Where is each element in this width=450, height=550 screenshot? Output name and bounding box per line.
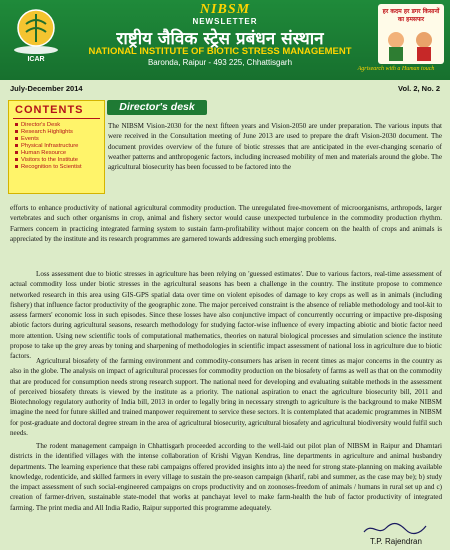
issue-date: July-December 2014 [10, 84, 83, 93]
english-title: NATIONAL INSTITUTE OF BIOTIC STRESS MANAGEMENT [88, 46, 352, 57]
contents-box [8, 100, 105, 194]
icar-logo-text: ICAR [27, 56, 45, 63]
director-signature [360, 520, 430, 538]
contents-item[interactable]: Visitors to the Institute [15, 157, 82, 164]
contents-divider [13, 118, 100, 119]
newsletter-label: NEWSLETTER [192, 17, 258, 26]
paragraph-4: The rodent management campaign in Chhattisgarh proceeded according to the well-laid out pilot plan of NIBSM in Raipur and Dhamtari districts in the identified villages with the intense collaboration of Krishi Vigyan Kendras, line departments in agriculture and animal husbandry departments. The learning experience that these rabi campaigns offered provided insights into a) the need for strong state-planning on making available knowledge, rodenticide, and skilled farmers in every village to sustain the pre-season campaign (kharif, rabi and summer, as the case may be); b) study the impact assessment of such social-engineered campaigns on crops productivity and on zoonoses-freedom of animals / humans in rural set up and c) creation of farmer-driven, sustainable state-model that works at panchayat level to make farm-health the hub of factor productivity of integrated farming. The print media and All India Radio, Raipur supported this programme adequately. [10, 442, 442, 512]
paragraph-1b: efforts to enhance productivity of national agricultural commodity production. The unregulated free-movement of microorganisms, arthropods, larger vertebrates and such other organisms in crop, animal and fishery sector would cause unexpected turbulence in the commodity production rhythm. Farmers concern in practicing integrated farming system to sustain farm-profitability without major concern on the health of crops and animals is appreciated by the institute and its research programmes are garnered towards addressing such emerging problems. [10, 204, 442, 243]
issue-bar [0, 82, 450, 96]
section-banner: Director's desk [107, 100, 207, 115]
paragraph-2: Loss assessment due to biotic stresses in agriculture has been relying on 'guessed estimates'. Due to various factors, real-time assessment of actual commodity loss under biotic stresses in the agricultural seasons has been a challenge in the country. The institute propose to commence networked research in this area using GIS-GPS spatial data over time on violent episodes of damage to key crops as well as in animals (including fishery) that influence factor productivity of the geographic zone. The major perceived constraint is the absence of reliable methodology and tool-kit to assess farmers' economic loss in such episodes. Since these losses have also conjunctive impact of concurrently occurring or impactive pre-disposing abiotic factors during agricultural seasons, research methodology for studying factor-wise influence of every impacting abiotic and biotic factor need more attention. Using new scientific tools of computational mathematics, theories on natural biological processes and simulation science the institute propose to take up the grey areas by toning and sharpening of methodologies in scientific impact assessment of national loss in agriculture due to biotic factors. [10, 270, 442, 361]
newsletter-brand: NIBSM [199, 2, 251, 17]
contents-item[interactable]: Recognition to Scientist [15, 164, 82, 171]
signatory-name: T.P. Rajendran [370, 537, 422, 546]
contents-item[interactable]: Director's Desk [15, 122, 82, 129]
contents-title: CONTENTS [15, 104, 84, 116]
icar-mascot-logo [378, 4, 444, 64]
mascot-hindi-slogan: हर कदम हर डगर किसानों का हमसफर [382, 8, 440, 23]
issue-volume: Vol. 2, No. 2 [398, 84, 440, 93]
paragraph-1a: The NIBSM Vision-2030 for the next fifteen years and Vision-2050 are under preparation. The various inputs that were received in the Consultation meeting of June 2013 are used to prepare the draft Vision-2030 document. The document provides overview of the future of biotic stresses that are anticipated in the ever-changing scenario of weather patterns and anthropogenic factors, including increased mobility of men and materials around the globe. The agricultural biosecurity has been focussed to be factored into the [108, 122, 442, 172]
contents-item[interactable]: Research Highlights [15, 129, 82, 136]
icar-logo [6, 6, 66, 68]
contents-item[interactable]: Events [15, 136, 82, 143]
contents-item[interactable]: Physical Infrastructure [15, 143, 82, 150]
paragraph-3: Agricultural biosafety of the farming environment and commodity-consumers has arisen in recent times as major concerns in the country as also in the globe. The analysis on impact of agricultural processes for commodity production on the biosafety of farms as well as that on the commodity that are produced for consumption needs strong research support. The national need for developing and evaluating suitable methods in the assessment of perceived biosafety threats is viewed by the institute as a priority. The national aspiration to enact the agriculture biosecurity bill, 2011 and Biotechnology regulatory authority of India bill, 2013 in order to legally bring in necessary strength to agriculture is the background to make NIBSM imagine the need for future skilled and trained manpower requirement to service these sectors. It is contemplated that academic programmes in NIBSM for post-graduate and doctoral degree stream in the area of agricultural biosecurity, agricultural biosafety and agricultural biodiversity would fulfil such needs. [10, 357, 442, 438]
contents-list [15, 122, 82, 171]
masthead [0, 0, 450, 80]
institute-address: Baronda, Raipur - 493 225, Chhattisgarh [147, 58, 293, 67]
hindi-title: राष्ट्रीय जैविक स्ट्रेस प्रबंधन संस्थान [116, 29, 324, 49]
contents-item[interactable]: Human Resource [15, 150, 82, 157]
mascot-tagline: Agrisearch with a Human touch [357, 66, 435, 72]
